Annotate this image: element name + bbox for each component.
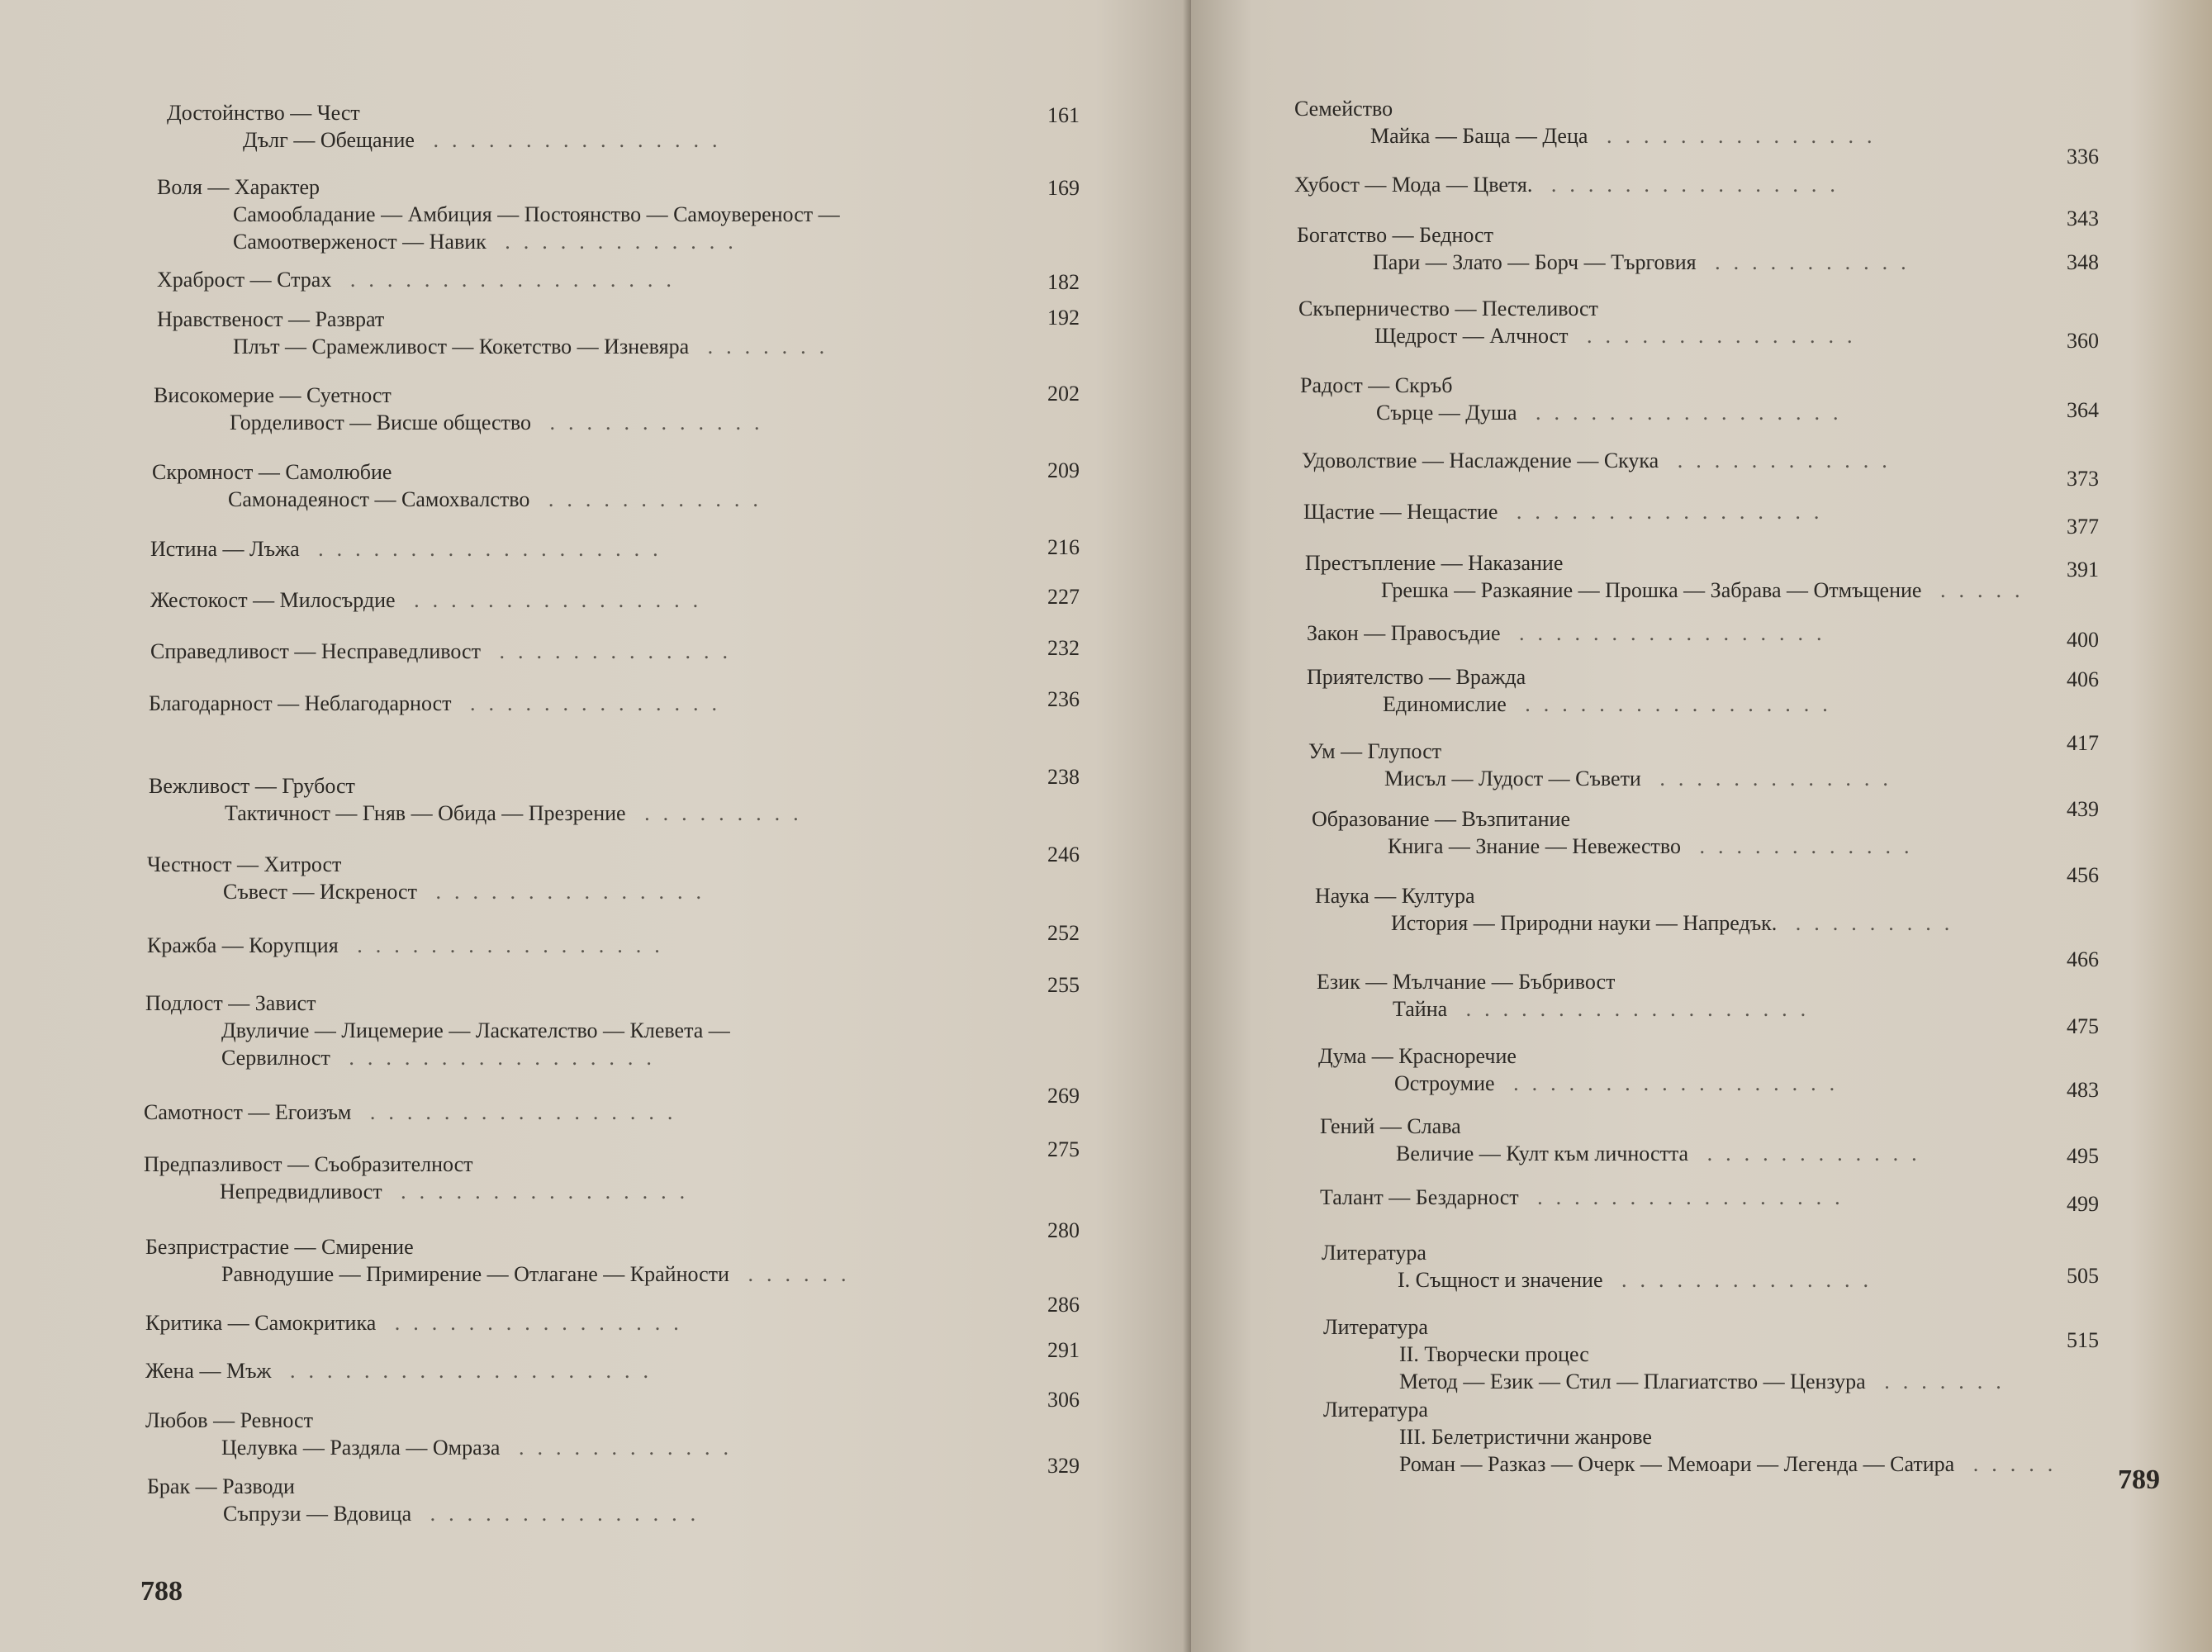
- toc-entry-subtopics: III. Белетристични жанрове: [1399, 1425, 1652, 1449]
- toc-entry-title: Предпазливост — Съобразителност: [144, 1152, 473, 1176]
- toc-entry: [149, 690, 730, 717]
- toc-entry: [1305, 549, 2033, 604]
- toc-entry-title: Кражба — Корупция .................: [147, 933, 673, 957]
- toc-entry-title: Наука — Култура: [1315, 884, 1475, 908]
- toc-entry-subtopics: Самоотверженост — Навик .............: [233, 230, 747, 254]
- toc-entry: [167, 99, 730, 154]
- toc-entry-title: Литература: [1322, 1241, 1426, 1265]
- leader-dots: ................: [382, 1180, 699, 1203]
- toc-entry-title: Престъпление — Наказание: [1305, 551, 1564, 575]
- leader-dots: .....: [1954, 1452, 2067, 1476]
- toc-entry-title: Критика — Самокритика ................: [145, 1311, 692, 1335]
- toc-page-number: 269: [1047, 1084, 1080, 1108]
- toc-page-number: 364: [2067, 398, 2099, 422]
- leader-dots: ................: [376, 1311, 692, 1335]
- leader-dots: .....: [1921, 578, 2034, 602]
- leader-dots: ...................: [1447, 997, 1820, 1021]
- leader-dots: ...................: [299, 537, 672, 561]
- toc-page-number: 499: [2067, 1192, 2099, 1216]
- leader-dots: ...........: [1696, 250, 1920, 274]
- toc-entry: [150, 638, 741, 665]
- toc-entry: [145, 990, 730, 1071]
- toc-entry: [1302, 447, 1901, 474]
- toc-entry: [1315, 882, 1963, 937]
- toc-entry-title: Воля — Характер: [157, 175, 320, 199]
- toc-entry-subtopics: Горделивост — Висше общество ............: [230, 411, 773, 434]
- toc-page-number: 246: [1047, 843, 1080, 866]
- leader-dots: ............: [1659, 449, 1901, 472]
- toc-entry: [145, 1309, 692, 1336]
- toc-page-number: 343: [2067, 206, 2099, 230]
- leader-dots: ............: [531, 411, 773, 434]
- toc-entry: [1322, 1239, 1882, 1294]
- leader-dots: .............: [1640, 767, 1901, 790]
- toc-entry-title: Образование — Възпитание: [1312, 807, 1570, 831]
- toc-page-number: 227: [1047, 585, 1080, 609]
- toc-page-number: 377: [2067, 515, 2099, 539]
- leader-dots: .........: [1777, 911, 1963, 935]
- toc-entry: [1303, 498, 1832, 525]
- toc-entry-subtopics: Съпрузи — Вдовица ...............: [223, 1502, 710, 1526]
- toc-entry: [157, 306, 838, 360]
- toc-entry-title: Подлост — Завист: [145, 991, 316, 1015]
- toc-entry: [1307, 663, 1841, 718]
- toc-entry: [150, 586, 711, 614]
- toc-entry-subtopics: Сервилност .................: [221, 1046, 665, 1070]
- toc-page-number: 280: [1047, 1218, 1080, 1242]
- toc-entry-title: Справедливост — Несправедливост .............: [150, 639, 741, 663]
- leader-dots: ...............: [411, 1502, 710, 1526]
- toc-page-number: 417: [2067, 731, 2099, 755]
- toc-page-number: 275: [1047, 1137, 1080, 1161]
- toc-entry-subtopics: Равнодушие — Примирение — Отлагане — Крайности ......: [221, 1262, 860, 1286]
- leader-dots: ...............: [1568, 324, 1866, 348]
- toc-page-number: 252: [1047, 921, 1080, 945]
- toc-entry-title: Храброст — Страх ..................: [157, 268, 685, 292]
- leader-dots: ............: [529, 487, 771, 511]
- toc-entry-title: Приятелство — Вражда: [1307, 665, 1526, 689]
- toc-page-number: 236: [1047, 687, 1080, 711]
- leader-dots: ..................: [1494, 1071, 1849, 1095]
- toc-page-number: 336: [2067, 145, 2099, 169]
- leader-dots: .................: [1506, 692, 1841, 716]
- toc-entry-subtopics: Щедрост — Алчност ...............: [1374, 324, 1866, 348]
- leader-dots: .................: [1498, 500, 1833, 524]
- toc-page-number: 161: [1047, 103, 1080, 127]
- toc-entry: [152, 458, 771, 513]
- leader-dots: ............: [1688, 1142, 1930, 1165]
- toc-entry-subtopics: Плът — Срамежливост — Кокетство — Изневяра .......: [233, 335, 838, 358]
- toc-entry: [145, 1357, 662, 1384]
- toc-entry-subtopics: Непредвидливост ................: [220, 1180, 699, 1203]
- leader-dots: .......: [689, 335, 838, 358]
- toc-entry-title: Богатство — Бедност: [1297, 223, 1493, 247]
- toc-entry: [144, 1151, 698, 1205]
- toc-page-number: 439: [2067, 797, 2099, 821]
- toc-page-number: 291: [1047, 1338, 1080, 1362]
- toc-entry: [1323, 1396, 2066, 1478]
- toc-entry-subtopics: Тайна ...................: [1393, 997, 1820, 1021]
- toc-page-number: 232: [1047, 636, 1080, 660]
- toc-entry-title: Скромност — Самолюбие: [152, 460, 392, 484]
- toc-page-number: 360: [2067, 329, 2099, 353]
- toc-entry-title: Любов — Ревност: [145, 1408, 313, 1432]
- toc-entry-subtopics: Съвест — Искреност ...............: [223, 880, 714, 904]
- toc-entry-title: Дума — Красноречие: [1318, 1044, 1517, 1068]
- toc-entry-title: Честност — Хитрост: [147, 852, 342, 876]
- toc-entry-title: Език — Мълчание — Бъбривост: [1317, 970, 1616, 994]
- right-page: [1191, 0, 2212, 1652]
- leader-dots: .........: [625, 801, 812, 825]
- toc-entry-subtopics: Остроумие ..................: [1394, 1071, 1849, 1095]
- toc-entry-subtopics: Мисъл — Лудост — Съвети .............: [1384, 767, 1901, 790]
- toc-entry-title: Жена — Мъж ....................: [145, 1359, 662, 1383]
- toc-entry-subtopics: Книга — Знание — Невежество ............: [1388, 834, 1923, 858]
- toc-entry-title: Хубост — Мода — Цветя. ................: [1294, 173, 1849, 197]
- toc-page-number: 306: [1047, 1388, 1080, 1412]
- toc-page-number: 391: [2067, 558, 2099, 582]
- toc-entry-subtopics: Целувка — Раздяла — Омраза ............: [221, 1436, 742, 1460]
- leader-dots: ..................: [331, 268, 685, 292]
- toc-entry-title: Радост — Скръб: [1300, 373, 1453, 397]
- toc-entry: [147, 932, 673, 959]
- toc-page-number: 209: [1047, 458, 1080, 482]
- toc-page-number: 329: [1047, 1454, 1080, 1478]
- toc-page-number: 216: [1047, 535, 1080, 559]
- leader-dots: ..............: [1602, 1268, 1882, 1292]
- toc-entry: [154, 382, 773, 436]
- right-page-number: 789: [2118, 1464, 2160, 1495]
- toc-entry-subtopics: I. Същност и значение ..............: [1398, 1268, 1882, 1292]
- toc-page-number: 192: [1047, 306, 1080, 330]
- toc-page-number: 456: [2067, 863, 2099, 887]
- leader-dots: ................: [414, 128, 731, 152]
- toc-entry-subtopics: Майка — Баща — Деца ...............: [1370, 124, 1886, 148]
- toc-page-number: 505: [2067, 1264, 2099, 1288]
- leader-dots: ...............: [416, 880, 714, 904]
- toc-page-number: 238: [1047, 765, 1080, 789]
- toc-entry-title: Закон — Правосъдие .................: [1307, 621, 1835, 645]
- toc-entry: [1300, 372, 1852, 426]
- toc-entry-title: Щастие — Нещастие .................: [1303, 500, 1833, 524]
- leader-dots: ..............: [451, 691, 731, 715]
- toc-entry-title: Самотност — Егоизъм .................: [144, 1100, 686, 1124]
- toc-entry-title: Скъперничество — Пестеливост: [1298, 297, 1598, 320]
- toc-entry-title: Гений — Слава: [1320, 1114, 1461, 1138]
- toc-entry-subtopics: История — Природни науки — Напредък. .........: [1391, 911, 1963, 935]
- toc-entry: [1320, 1113, 1930, 1167]
- toc-page-number: 255: [1047, 973, 1080, 997]
- toc-entry: [1297, 221, 1920, 276]
- toc-entry-title: Вежливост — Грубост: [149, 774, 355, 798]
- toc-entry: [157, 173, 840, 255]
- leader-dots: .................: [351, 1100, 686, 1124]
- toc-entry: [145, 1407, 742, 1461]
- toc-entry-subtopics: Самообладание — Амбиция — Постоянство — Самоувереност —: [233, 202, 840, 226]
- leader-dots: ............: [500, 1436, 742, 1460]
- toc-entry: [144, 1099, 686, 1126]
- toc-page-number: 182: [1047, 270, 1080, 294]
- toc-page-number: 400: [2067, 628, 2099, 652]
- leader-dots: ....................: [271, 1359, 662, 1383]
- leader-dots: .............: [486, 230, 747, 254]
- toc-entry: [147, 851, 714, 905]
- toc-page-number: 286: [1047, 1293, 1080, 1317]
- toc-entry-subtopics: II. Творчески процес: [1399, 1342, 1589, 1366]
- toc-entry-subtopics: Роман — Разказ — Очерк — Мемоари — Легенда — Сатира .....: [1399, 1452, 2067, 1476]
- toc-entry-subtopics: Метод — Език — Стил — Плагиатство — Цензура .......: [1399, 1370, 2015, 1393]
- toc-page-number: 406: [2067, 667, 2099, 691]
- toc-page-number: 373: [2067, 467, 2099, 491]
- toc-entry: [1294, 95, 1885, 150]
- toc-entry-title: Семейство: [1294, 97, 1393, 121]
- toc-entry: [1298, 295, 1866, 349]
- toc-page-number: 475: [2067, 1014, 2099, 1038]
- toc-entry-title: Благодарност — Неблагодарност ..............: [149, 691, 731, 715]
- leader-dots: ................: [395, 588, 712, 612]
- toc-entry-title: Високомерие — Суетност: [154, 383, 392, 407]
- toc-entry: [1312, 805, 1923, 860]
- toc-entry: [145, 1233, 859, 1288]
- leader-dots: ...............: [1588, 124, 1886, 148]
- leader-dots: ............: [1681, 834, 1923, 858]
- toc-entry-title: Литература: [1323, 1398, 1428, 1422]
- leader-dots: ......: [729, 1262, 860, 1286]
- toc-page-number: 348: [2067, 250, 2099, 274]
- toc-page-number: 515: [2067, 1328, 2099, 1352]
- toc-entry-title: Ум — Глупост: [1308, 739, 1442, 763]
- leader-dots: .................: [1517, 401, 1852, 425]
- toc-entry: [1320, 1184, 1854, 1211]
- toc-entry: [157, 266, 685, 293]
- toc-entry-subtopics: Единомислие .................: [1383, 692, 1841, 716]
- toc-entry: [150, 535, 672, 563]
- toc-entry: [1317, 968, 1819, 1023]
- toc-entry-title: Достойнство — Чест: [167, 101, 360, 125]
- toc-entry-subtopics: Величие — Култ към личността ............: [1396, 1142, 1930, 1165]
- leader-dots: .................: [338, 933, 673, 957]
- toc-entry-subtopics: Самонадеяност — Самохвалство ............: [228, 487, 771, 511]
- toc-entry-title: Удоволствие — Наслаждение — Скука ............: [1302, 449, 1901, 472]
- leader-dots: .................: [330, 1046, 665, 1070]
- toc-entry-subtopics: Тактичност — Гняв — Обида — Презрение .........: [225, 801, 812, 825]
- toc-page-number: 169: [1047, 176, 1080, 200]
- toc-page-number: 202: [1047, 382, 1080, 406]
- leader-dots: .................: [1500, 621, 1835, 645]
- toc-entry: [1307, 620, 1835, 647]
- toc-entry-title: Истина — Лъжа ...................: [150, 537, 672, 561]
- right-toc-list: [1191, 0, 2199, 1652]
- leader-dots: .................: [1518, 1185, 1854, 1209]
- leader-dots: .............: [480, 639, 741, 663]
- toc-entry-title: Талант — Бездарност .................: [1320, 1185, 1854, 1209]
- toc-entry-subtopics: Дълг — Обещание ................: [243, 128, 731, 152]
- toc-page-number: 483: [2067, 1078, 2099, 1102]
- toc-entry-subtopics: Пари — Злато — Борч — Търговия ...........: [1373, 250, 1920, 274]
- toc-entry-title: Безпристрастие — Смирение: [145, 1235, 414, 1259]
- toc-entry-title: Литература: [1323, 1315, 1428, 1339]
- toc-page-number: 495: [2067, 1144, 2099, 1168]
- toc-entry: [147, 1473, 709, 1527]
- leader-dots: ................: [1532, 173, 1849, 197]
- left-page-number: 788: [140, 1576, 183, 1607]
- toc-entry: [1318, 1042, 1848, 1097]
- toc-page-number: 466: [2067, 947, 2099, 971]
- leader-dots: .......: [1865, 1370, 2015, 1393]
- toc-entry-title: Нравственост — Разврат: [157, 307, 385, 331]
- toc-entry-title: Брак — Разводи: [147, 1474, 295, 1498]
- toc-entry-subtopics: Двуличие — Лицемерие — Ласкателство — Клевета —: [221, 1018, 730, 1042]
- toc-entry-title: Жестокост — Милосърдие ................: [150, 588, 712, 612]
- toc-entry: [1323, 1313, 2015, 1395]
- toc-entry: [1308, 738, 1901, 792]
- toc-entry: [1294, 171, 1849, 198]
- toc-entry-subtopics: Грешка — Разкаяние — Прошка — Забрава — Отмъщение .....: [1381, 578, 2034, 602]
- toc-entry-subtopics: Сърце — Душа .................: [1376, 401, 1852, 425]
- toc-entry: [149, 772, 812, 827]
